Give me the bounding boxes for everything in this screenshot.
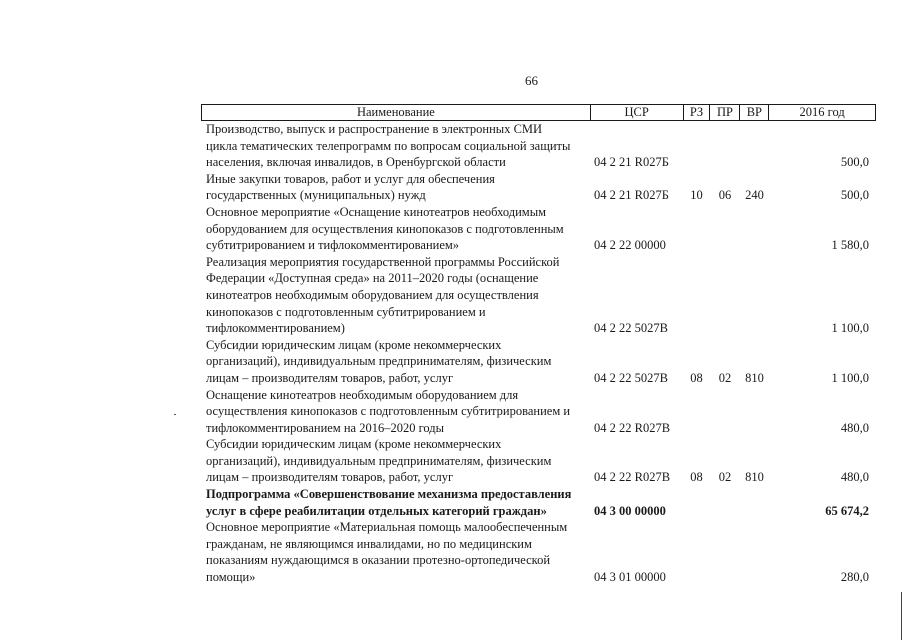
row-pr: 02 [718, 470, 732, 485]
row-csr: 04 2 22 5027В [594, 370, 668, 385]
row-name-line: кинопоказов с подготовленным субтитрированием и [206, 304, 486, 319]
row-name-line: Реализация мероприятия государственной программы Российской [206, 254, 560, 269]
row-name [201, 519, 590, 585]
row-name-line: кинотеатров необходимым оборудованием для осуществления [206, 287, 539, 302]
row-name-line: населения, включая инвалидов, в Оренбургской области [206, 155, 506, 170]
budget-table [201, 104, 876, 586]
row-name [201, 254, 590, 337]
table-row [201, 254, 876, 337]
row-vr: 810 [745, 470, 764, 485]
table-row [201, 337, 876, 387]
row-name [201, 204, 590, 254]
row-amount: 500,0 [840, 155, 869, 170]
table-row [201, 436, 876, 486]
row-csr: 04 3 01 00000 [594, 570, 666, 585]
row-pr: 06 [718, 188, 732, 203]
table-row [201, 121, 876, 171]
table-row [201, 171, 876, 204]
row-name-line: тифлокомментированием на 2016–2020 годы [206, 420, 445, 435]
row-name-line: показаниям нуждающимся в оказании протезно-ортопедической [206, 553, 551, 568]
row-name [201, 387, 590, 437]
row-name-line: тифлокомментированием) [206, 321, 345, 336]
row-name-line: Производство, выпуск и распространение в электронных СМИ [206, 122, 543, 136]
row-name-line: осуществления кинопоказов с подготовленным субтитрированием и [206, 404, 571, 419]
row-name-line: Субсидии юридическим лицам (кроме некоммерческих [206, 337, 502, 352]
row-amount: 1 100,0 [831, 321, 869, 336]
header-year: 2016 год [768, 105, 875, 120]
row-name [201, 171, 590, 204]
row-name-line: услуг в сфере реабилитации отдельных категорий граждан» [206, 503, 547, 518]
row-name-line: государственных (муниципальных) нужд [206, 188, 426, 203]
row-vr: 810 [745, 370, 764, 385]
table-row [201, 387, 876, 437]
row-name-line: организаций), индивидуальным предпринимателям, физическим [206, 354, 552, 369]
row-name [201, 121, 590, 171]
row-name-line: организаций), индивидуальным предпринимателям, физическим [206, 453, 552, 468]
row-amount: 65 674,2 [825, 503, 869, 518]
row-name-line: Иные закупки товаров, работ и услуг для обеспечения [206, 171, 495, 186]
row-amount: 500,0 [840, 188, 869, 203]
row-csr: 04 2 22 5027В [594, 321, 668, 336]
page-number: 66 [525, 73, 538, 88]
table-body [201, 121, 876, 586]
row-name-line: помощи» [206, 570, 256, 585]
table-row [201, 519, 876, 585]
row-csr: 04 2 22 00000 [594, 238, 666, 253]
row-name-line: Подпрограмма «Совершенствование механизма предоставления [206, 487, 572, 502]
row-amount: 1 100,0 [831, 370, 869, 385]
row-name-line: Основное мероприятие «Оснащение кинотеатров необходимым [206, 204, 547, 219]
row-amount: 480,0 [840, 420, 869, 435]
row-csr: 04 2 22 R027В [594, 420, 671, 435]
row-rz: 08 [690, 370, 703, 385]
header-csr: ЦСР [590, 105, 683, 120]
row-csr: 04 2 21 R027Б [594, 155, 669, 170]
row-pr: 02 [718, 370, 732, 385]
row-csr: 04 2 22 R027В [594, 470, 671, 485]
row-amount: 1 580,0 [831, 238, 869, 253]
row-name [201, 486, 590, 519]
row-amount: 280,0 [840, 570, 869, 585]
table-row [201, 204, 876, 254]
row-name-line: лицам – производителям товаров, работ, услуг [206, 470, 454, 485]
row-name-line: Оснащение кинотеатров необходимым оборудованием для [206, 387, 519, 402]
row-name-line: оборудованием для осуществления кинопоказов с подготовленным [206, 221, 564, 236]
row-rz: 08 [690, 470, 703, 485]
row-name [201, 337, 590, 387]
row-csr: 04 3 00 00000 [594, 503, 666, 518]
header-name: Наименование [356, 105, 435, 119]
row-name-line: цикла тематических телепрограмм по вопросам социальной защиты [206, 138, 571, 153]
row-csr: 04 2 21 R027Б [594, 188, 669, 203]
row-name-line: гражданам, не являющимся инвалидами, но по медицинским [206, 536, 532, 551]
row-rz: 10 [690, 188, 703, 203]
header-vr: ВР [739, 105, 768, 120]
table-row [201, 486, 876, 519]
row-name-line: лицам – производителям товаров, работ, услуг [206, 370, 454, 385]
scan-edge-mark [901, 592, 902, 640]
row-name-line: Субсидии юридическим лицам (кроме некоммерческих [206, 437, 502, 452]
header-pr: ПР [709, 105, 739, 120]
row-name-line: Основное мероприятие «Материальная помощь малообеспеченным [206, 520, 568, 535]
header-rz: РЗ [683, 105, 710, 120]
row-name [201, 436, 590, 486]
table-header [201, 104, 876, 121]
row-name-line: субтитрированием и тифлокомментированием» [206, 238, 460, 253]
row-name-line: Федерации «Доступная среда» на 2011–2020 годы (оснащение [206, 271, 539, 286]
row-amount: 480,0 [840, 470, 869, 485]
margin-mark [174, 414, 176, 415]
row-vr: 240 [745, 188, 764, 203]
